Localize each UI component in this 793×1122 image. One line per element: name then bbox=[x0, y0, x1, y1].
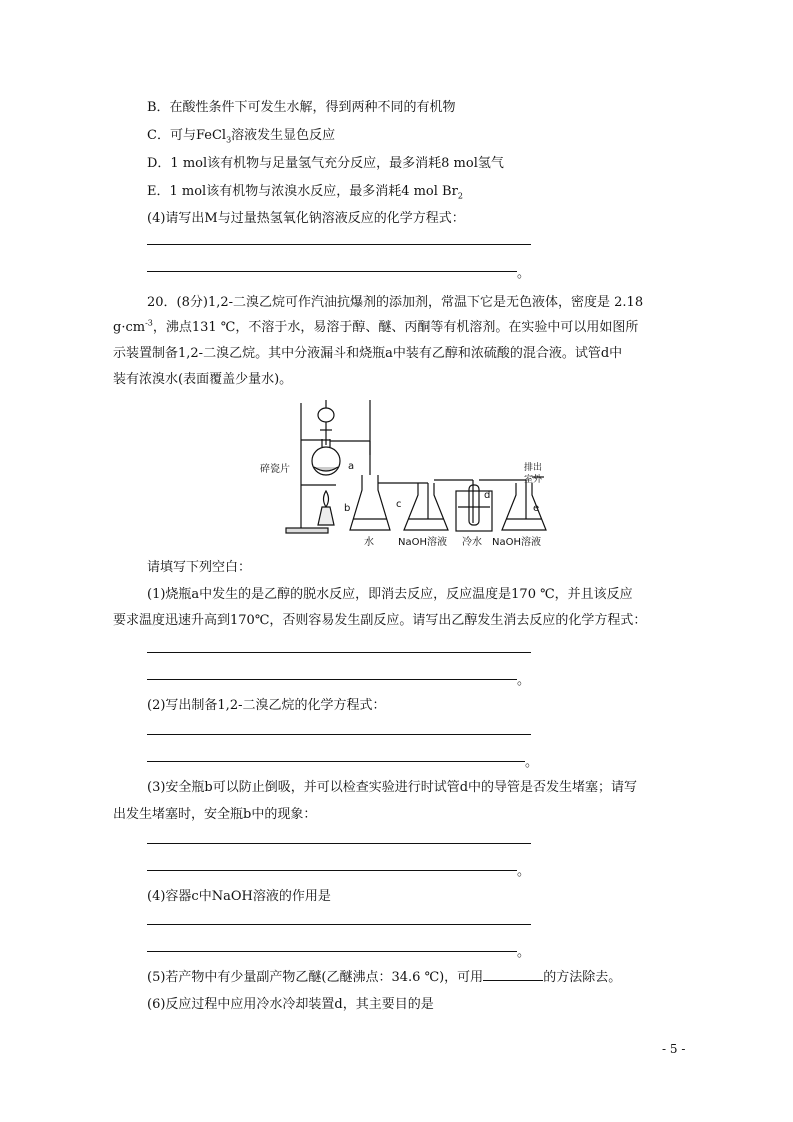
q20-line2 bbox=[113, 316, 638, 335]
period: 。 bbox=[517, 266, 531, 281]
answer-line bbox=[147, 761, 525, 762]
label-exhaust-1: 排出 bbox=[524, 463, 543, 473]
q20-line1: 20．(8分)1,2-二溴乙烷可作汽油抗爆剂的添加剂，常温下它是无色液体，密度是 2.18 bbox=[147, 295, 644, 310]
answer-line bbox=[147, 870, 517, 871]
answer-line bbox=[147, 679, 517, 680]
label-naoh-2: NaOH溶液 bbox=[492, 537, 541, 548]
page-number: - 5 - bbox=[662, 1042, 686, 1056]
label-exhaust-2: 室外 bbox=[524, 475, 543, 485]
answer-line bbox=[147, 652, 531, 653]
period: 。 bbox=[525, 755, 539, 770]
q20-unit-sup: -3 bbox=[145, 318, 153, 328]
q20-line2-text: ，沸点131 ℃，不溶于水，易溶于醇、醚、丙酮等有机溶剂。在实验中可以用如图所 bbox=[152, 320, 639, 335]
option-d: D．1 mol该有机物与足量氢气充分反应，最多消耗8 mol氢气 bbox=[147, 156, 504, 171]
option-e-subscript: 2 bbox=[457, 191, 463, 201]
answer-line bbox=[147, 843, 531, 844]
apparatus-diagram bbox=[258, 395, 548, 550]
q20-line3: 示装置制备1,2-二溴乙烷。其中分液漏斗和烧瓶a中装有乙醇和浓硫酸的混合液。试管d中 bbox=[113, 346, 623, 361]
sub6: (6)反应过程中应用冷水冷却装置d，其主要目的是 bbox=[147, 997, 434, 1012]
fill-prompt: 请填写下列空白： bbox=[147, 560, 252, 575]
q20-line4: 装有浓溴水(表面覆盖少量水)。 bbox=[113, 372, 293, 387]
fill-blank[interactable] bbox=[483, 967, 543, 981]
sub3-line1: (3)安全瓶b可以防止倒吸，并可以检查实验进行时试管d中的导管是否发生堵塞；请写 bbox=[147, 780, 638, 795]
option-c bbox=[147, 124, 335, 145]
q20-unit: g·cm bbox=[113, 320, 146, 335]
answer-line bbox=[147, 951, 517, 952]
sub2: (2)写出制备1,2-二溴乙烷的化学方程式： bbox=[147, 698, 386, 713]
option-c-text-end: 溶液发生显色反应 bbox=[231, 128, 336, 143]
answer-line bbox=[147, 271, 517, 272]
sub1-line2: 要求温度迅速升高到170℃，否则容易发生副反应。请写出乙醇发生消去反应的化学方程式： bbox=[113, 613, 647, 628]
sub5 bbox=[147, 966, 621, 985]
option-b: B．在酸性条件下可发生水解，得到两种不同的有机物 bbox=[147, 100, 456, 115]
label-e: e bbox=[533, 503, 540, 514]
sub3-line2: 出发生堵塞时，安全瓶b中的现象： bbox=[113, 807, 317, 822]
label-d: d bbox=[484, 490, 491, 501]
label-naoh-1: NaOH溶液 bbox=[398, 537, 447, 548]
sub1-line1: (1)烧瓶a中发生的是乙醇的脱水反应，即消去反应，反应温度是170 ℃，并且该反应 bbox=[147, 587, 633, 602]
option-e bbox=[147, 180, 463, 201]
answer-line bbox=[147, 924, 531, 925]
sub5-text-end: 的方法除去。 bbox=[543, 970, 622, 985]
q19-part4: (4)请写出M与过量热氢氧化钠溶液反应的化学方程式： bbox=[147, 211, 465, 226]
label-water: 水 bbox=[364, 537, 374, 548]
sub4: (4)容器c中NaOH溶液的作用是 bbox=[147, 889, 331, 904]
option-c-subscript: 3 bbox=[226, 135, 232, 145]
answer-line bbox=[147, 734, 531, 735]
period: 。 bbox=[517, 945, 531, 960]
label-c: c bbox=[396, 499, 402, 510]
option-c-text: C．可与FeCl bbox=[147, 128, 227, 143]
period: 。 bbox=[517, 864, 531, 879]
period: 。 bbox=[517, 673, 531, 688]
answer-line bbox=[147, 244, 531, 245]
option-e-text: E．1 mol该有机物与浓溴水反应，最多消耗4 mol Br bbox=[147, 184, 458, 199]
label-a: a bbox=[348, 461, 355, 472]
label-cold-water: 冷水 bbox=[462, 537, 482, 548]
sub5-text: (5)若产物中有少量副产物乙醚(乙醚沸点：34.6 ℃)，可用 bbox=[147, 970, 484, 985]
label-b: b bbox=[344, 503, 351, 514]
label-chips: 碎瓷片 bbox=[260, 464, 290, 475]
